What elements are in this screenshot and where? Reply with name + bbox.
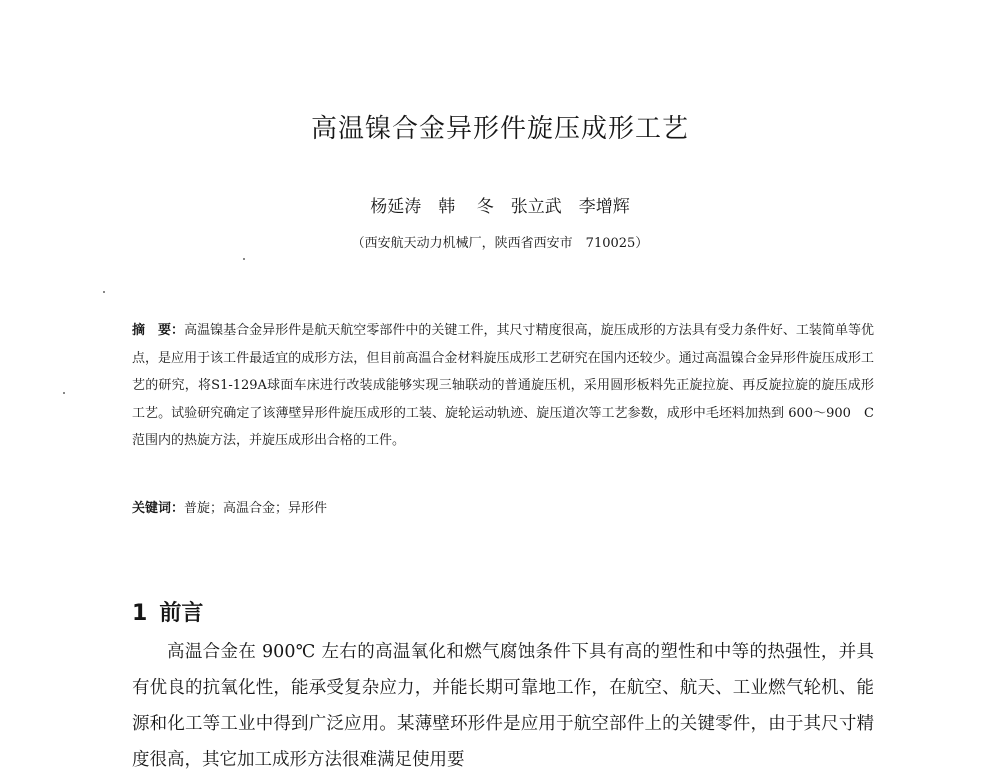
scan-speck (63, 392, 65, 394)
keywords-text: 普旋；高温合金；异形件 (184, 501, 328, 516)
keywords-label: 关键词： (132, 501, 185, 516)
abstract (132, 317, 874, 455)
scan-speck (243, 258, 245, 260)
abstract-text: 高温镍基合金异形件是航天航空零部件中的关键工件，其尺寸精度很高，旋压成形的方法具有受力条件好、工装简单等优点，是应用于该工件最适宜的成形方法，但目前高温合金材料旋压成形工艺研究在国内还较少。通过高温镍合金异形件旋压成形工艺的研究，将S1-129A球面车床进行改装成能够实现三轴联动的普通旋压机，采用圆形板料先正旋拉旋、再反旋拉旋的旋压成形工艺。试验研究确定了该薄壁异形件旋压成形的工装、旋轮运动轨迹、旋压道次等工艺参数，成形中毛坯料加热到 600～900 C 范围内的热旋方法，并旋压成形出合格的工件。 (132, 323, 874, 448)
section-number: 1 (132, 601, 148, 626)
abstract-label: 摘 要： (132, 323, 185, 338)
section-heading (132, 596, 203, 627)
scan-speck (103, 291, 105, 293)
affiliation: （西安航天动力机械厂，陕西省西安市 710025） (351, 236, 649, 251)
section-title: 前言 (159, 601, 204, 626)
keywords (132, 495, 874, 523)
author-list: 杨延涛 韩 冬 张立武 李增辉 (370, 197, 630, 217)
paper-title: 高温镍合金异形件旋压成形工艺 (310, 114, 689, 144)
section-body: 高温合金在 900℃ 左右的高温氧化和燃气腐蚀条件下具有高的塑性和中等的热强性，并具有优良的抗氧化性，能承受复杂应力，并能长期可靠地工作，在航空、航天、工业燃气轮机、能源和化工等工业中得到广泛应用。某薄壁环形件是应用于航空部件上的关键零件，由于其尺寸精度很高，其它加工成形方法很难满足使用要 (132, 642, 874, 770)
